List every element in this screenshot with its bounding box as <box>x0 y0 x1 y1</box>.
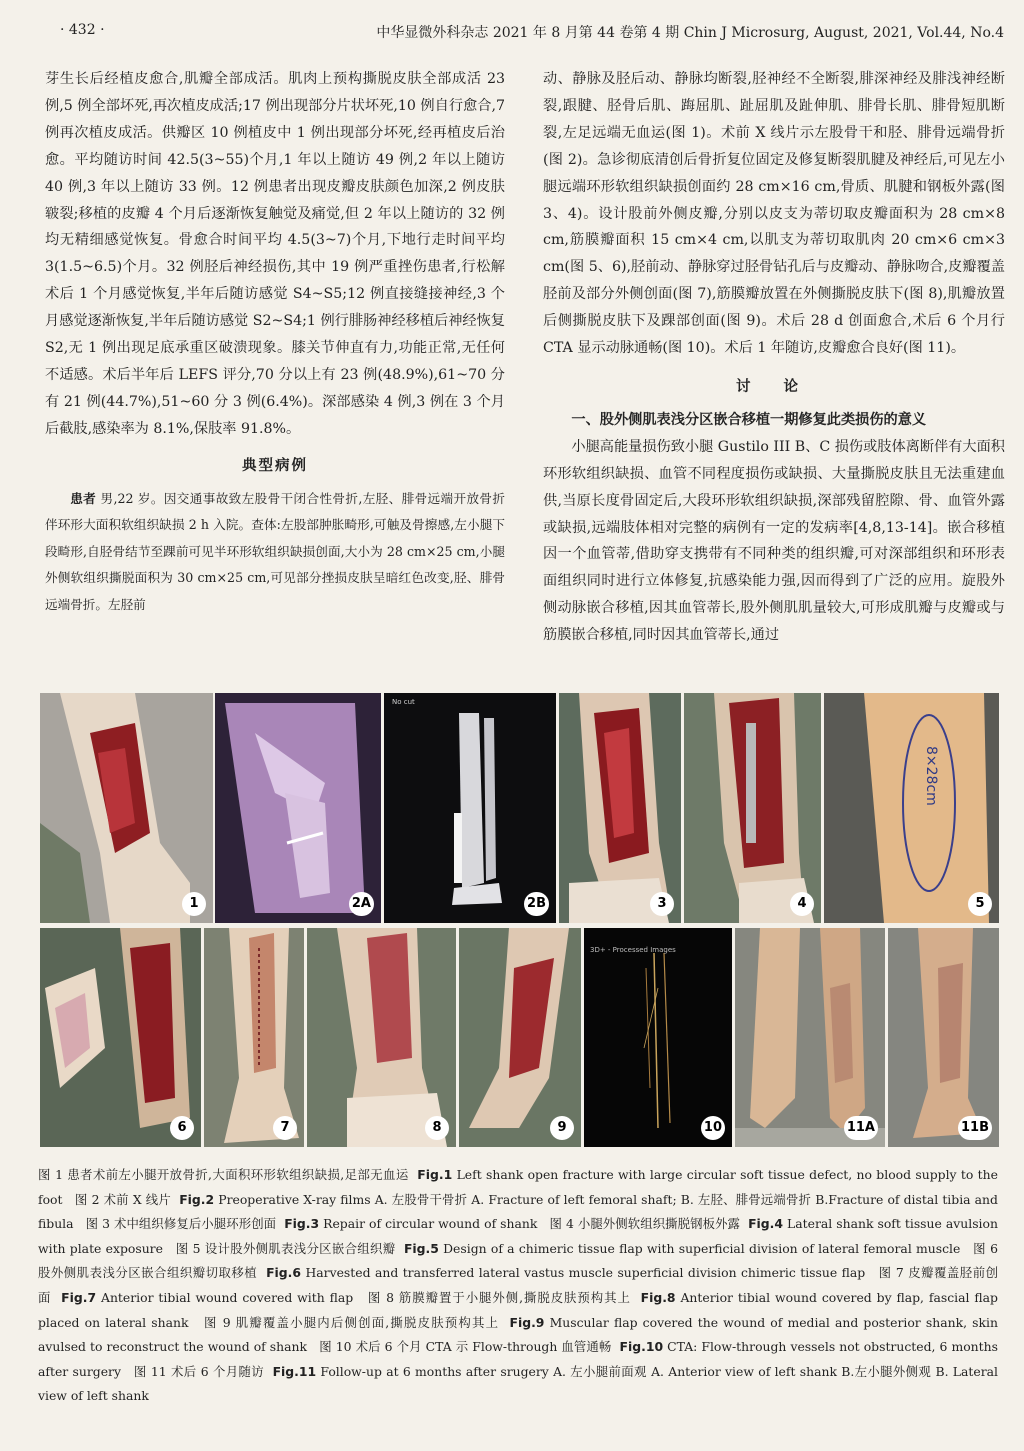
section-title-case: 典型病例 <box>242 457 308 474</box>
discussion-subheading: 一、股外侧肌表浅分区嵌合移植一期修复此类损伤的意义 <box>571 411 927 428</box>
panel-label: 8 <box>425 1116 449 1140</box>
figure-panel-6 <box>40 928 201 1147</box>
caption-2-en: Preoperative X-ray films A. 左股骨干骨折 A. Fracture of left femoral shaft; B. 左胫、腓骨远端骨折 B.Fracture of distal tibia and fibula <box>38 1191 998 1232</box>
panel-label: 10 <box>701 1116 725 1140</box>
caption-3-zh: 图 3 术中组织修复后小腿环形创面 <box>85 1216 277 1232</box>
figure-panel-2a <box>215 693 381 923</box>
caption-8-label: Fig.8 <box>640 1289 676 1305</box>
caption-1-zh: 图 1 患者术前左小腿开放骨折,大面积环形软组织缺损,足部无血运 <box>38 1167 409 1182</box>
caption-5-en: Design of a chimeric tissue flap with superficial division of lateral femoral muscle <box>443 1240 961 1256</box>
case-paragraph <box>45 486 505 619</box>
panel-label: 1 <box>182 892 206 916</box>
case-text: 男,22 岁。因交通事故致左股骨干闭合性骨折,左胫、腓骨远端开放骨折伴环形大面积软组织缺损 2 h 入院。查体:左股部肿胀畸形,可触及骨擦感,左小腿下段畸形,自胫骨结节至踝前可见半环形软组织缺损创面,大小为 28 cm×25 cm,小腿外侧软组织撕脱面积为 30 cm×25 cm,可见部分挫损皮肤呈暗红色改变,胫、腓骨远端骨折。左胫前 <box>45 490 505 612</box>
panel-label: 11A <box>844 1116 878 1140</box>
panel-label: 2B <box>524 892 549 916</box>
caption-3-en: Repair of circular wound of shank <box>323 1216 538 1232</box>
cta-label: 3D+ - Processed Images <box>590 946 676 954</box>
panel-label: 3 <box>650 892 674 916</box>
panel-label: 6 <box>170 1116 194 1140</box>
caption-5-zh: 图 5 设计股外侧肌表浅分区嵌合组织瓣 <box>175 1240 396 1256</box>
figure-panel-1 <box>40 693 213 923</box>
caption-1-en: Left shank open fracture with large circular soft tissue defect, no blood supply to the foot <box>38 1167 998 1207</box>
panel-label: 11B <box>958 1116 992 1140</box>
caption-4-label: Fig.4 <box>748 1216 783 1232</box>
panel-label: 9 <box>550 1116 574 1140</box>
caption-7-label: Fig.7 <box>61 1289 97 1305</box>
case-continuation: 动、静脉及胫后动、静脉均断裂,胫神经不全断裂,腓深神经及腓浅神经断裂,跟腱、胫骨后肌、踇屈肌、趾屈肌及趾伸肌、腓骨长肌、腓骨短肌断裂,左足远端无血运(图 1)。术前 X 线片示左股骨干和胫、腓骨远端骨折(图 2)。急诊彻底清创后骨折复位固定及修复断裂肌腱及神经后,可见左小腿远端环形软组织缺损创面约 28 cm×16 cm,骨质、肌腱和钢板外露(图 3、4)。设计股前外侧皮瓣,分别以皮支为蒂切取皮瓣面积为 28 cm×8 cm,筋膜瓣面积 15 cm×4 cm,以肌支为蒂切取肌肉 20 cm×6 cm×3 cm(图 5、6),胫前动、静脉穿过胫骨钻孔后与皮瓣动、静脉吻合,皮瓣覆盖胫前及部分外侧创面(图 7),筋膜瓣放置在外侧撕脱皮肤下(图 8),肌瓣放置后侧撕脱皮肤下及踝部创面(图 9)。术后 28 d 创面愈合,术后 6 个月行 CTA 显示动脉通畅(图 10)。术后 1 年随访,皮瓣愈合良好(图 11)。 <box>543 71 1005 357</box>
figure-panel-4 <box>684 693 821 923</box>
panel-label: 5 <box>968 892 992 916</box>
page-number: · 432 · <box>60 22 105 38</box>
figure-grid <box>40 693 999 1153</box>
caption-11-label: Fig.11 <box>272 1363 317 1379</box>
case-label: 患者 <box>70 490 97 506</box>
figure-panel-8 <box>307 928 456 1147</box>
panel-label: 4 <box>790 892 814 916</box>
figure-panel-11b <box>888 928 999 1147</box>
caption-9-label: Fig.9 <box>509 1314 545 1330</box>
caption-6-label: Fig.6 <box>266 1265 302 1281</box>
panel-label: 7 <box>273 1116 297 1140</box>
figure-captions <box>38 1163 998 1409</box>
caption-11-en: Follow-up at 6 months after srugery A. 左小腿前面观 A. Anterior view of left shank B.左小腿外侧观 B. Lateral view of left shank <box>38 1363 999 1404</box>
results-paragraph: 芽生长后经植皮愈合,肌瓣全部成活。肌肉上预构撕脱皮肤全部成活 23 例,5 例全部坏死,再次植皮成活;17 例出现部分片状坏死,10 例自行愈合,7 例再次植皮成活。供瓣区 10 例植皮中 1 例出现部分坏死,经再植皮后治愈。平均随访时间 42.5(3~55)个月,1 年以上随访 49 例,2 年以上随访 40 例,3 年以上随访 33 例。12 例患者出现皮瓣皮肤颜色加深,2 例皮肤皲裂;移植的皮瓣 4 个月后逐渐恢复触觉及痛觉,但 2 年以上随访的 32 例均无精细感觉恢复。骨愈合时间平均 4.5(3~7)个月,下地行走时间平均 3(1.5~6.5)个月。32 例胫后神经损伤,其中 19 例严重挫伤患者,行松解术后 1 个月感觉恢复,半年后随访感觉 S4~S5;12 例直接缝接神经,3 个月感觉逐渐恢复,半年后随访感觉 S2~S4;1 例行腓肠神经移植后神经恢复 S2,无 1 例出现足底承重区破溃现象。膝关节伸直有力,功能正常,无任何不适感。术后半年后 LEFS 评分,70 分以上有 23 例(48.9%),61~70 分有 21 例(44.7%),51~60 分 3 例(6.4%)。深部感染 4 例,3 例在 3 个月后截肢,感染率为 8.1%,保肢率 91.8%。 <box>45 71 505 437</box>
figure-panel-9 <box>459 928 581 1147</box>
caption-7-zh: 图 7 皮瓣覆盖胫前创面 <box>38 1265 998 1305</box>
caption-10-zh: 图 10 术后 6 个月 CTA 示 Flow-through 血管通畅 <box>319 1339 612 1355</box>
figure-panel-5 <box>824 693 999 923</box>
caption-2-zh: 图 2 术前 X 线片 <box>74 1191 171 1207</box>
figure-panel-2b <box>384 693 556 923</box>
journal-citation: 中华显微外科杂志 2021 年 8 月第 44 卷第 4 期 Chin J Microsurg, August, 2021, Vol.44, No.4 <box>376 25 1004 41</box>
caption-1-label: Fig.1 <box>417 1167 453 1182</box>
figure-panel-11a <box>735 928 885 1147</box>
caption-10-en: CTA: Flow-through vessels not obstructed, 6 months after surgery <box>38 1339 998 1379</box>
xray-tag: No cut <box>392 698 415 706</box>
caption-5-label: Fig.5 <box>403 1240 439 1256</box>
discussion-paragraph: 小腿高能量损伤致小腿 Gustilo III B、C 损伤或肢体离断伴有大面积环形软组织缺损、血管不同程度损伤或缺损、大量撕脱皮肤且无法重建血供,当原长度骨固定后,大段环形软组织缺损,深部残留腔隙、骨、血管外露或缺损,远端肢体相对完整的病例有一定的发病率[4,8,13-14]。嵌合移植因一个血管蒂,借助穿支携带有不同种类的组织瓣,可对深部组织和环形表面组织同时进行立体修复,抗感染能力强,因而得到了广泛的应用。旋股外侧动脉嵌合移植,因其血管蒂长,股外侧肌肌量较大,可形成肌瓣与皮瓣或与筋膜嵌合移植,同时因其血管蒂长,通过 <box>543 438 1005 644</box>
running-header <box>60 16 1004 42</box>
figure-panel-3 <box>559 693 681 923</box>
caption-4-zh: 图 4 小腿外侧软组织撕脱钢板外露 <box>549 1216 741 1232</box>
figure-panel-10 <box>584 928 732 1147</box>
caption-7-en: Anterior tibial wound covered with flap <box>101 1289 354 1305</box>
discussion-title: 讨 论 <box>735 378 813 395</box>
caption-2-label: Fig.2 <box>179 1191 215 1207</box>
caption-3-label: Fig.3 <box>284 1216 320 1232</box>
caption-6-en: Harvested and transferred lateral vastus muscle superficial division chimeric tissue flap <box>305 1265 866 1281</box>
caption-9-en: Muscular flap covered the wound of medial and posterior shank, skin avulsed to reconstruct the wound of shank <box>38 1314 998 1355</box>
figure-panel-7 <box>204 928 304 1147</box>
left-column <box>45 66 505 619</box>
caption-8-zh: 图 8 筋膜瓣置于小腿外侧,撕脱皮肤预构其上 <box>367 1289 631 1305</box>
caption-10-label: Fig.10 <box>619 1339 664 1355</box>
caption-9-zh: 图 9 肌瓣覆盖小腿内后侧创面,撕脱皮肤预构其上 <box>203 1314 500 1330</box>
caption-11-zh: 图 11 术后 6 个月随访 <box>133 1363 264 1379</box>
skin-marking: 8×28cm <box>923 746 939 806</box>
panel-label: 2A <box>349 892 374 916</box>
caption-6-zh: 图 6 股外侧肌表浅分区嵌合组织瓣切取移植 <box>38 1240 998 1281</box>
right-column <box>543 66 1005 649</box>
caption-8-en: Anterior tibial wound covered by flap, fascial flap placed on lateral shank <box>38 1289 998 1330</box>
caption-4-en: Lateral shank soft tissue avulsion with plate exposure <box>38 1216 998 1256</box>
